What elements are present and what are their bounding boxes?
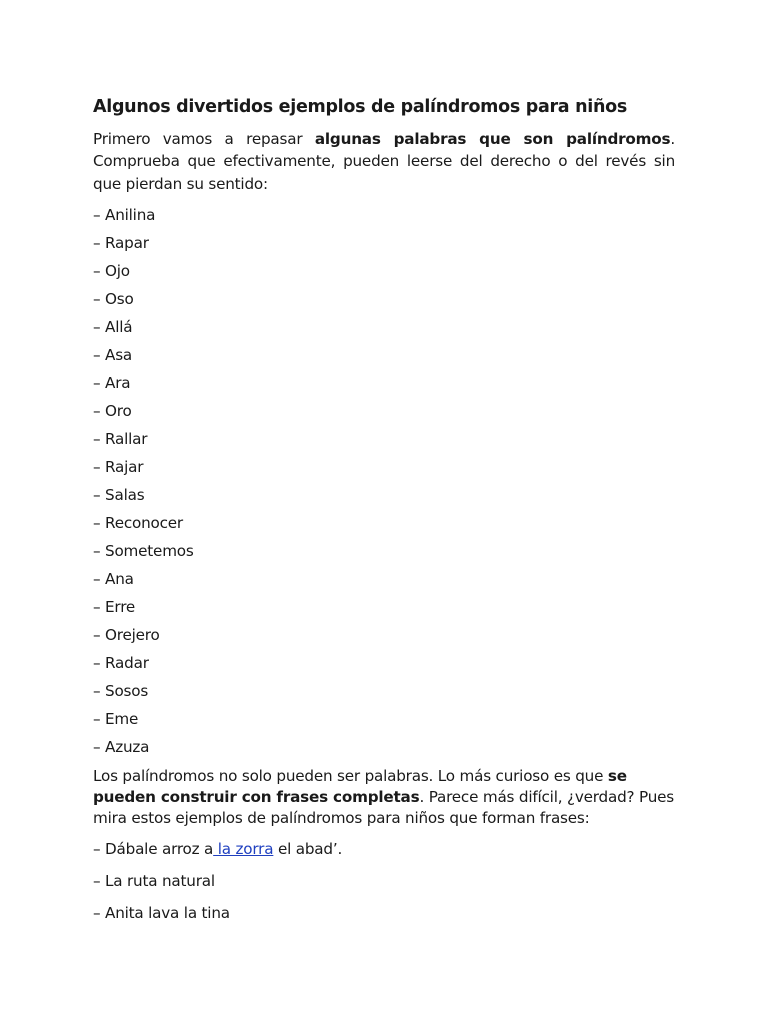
phrases-paragraph xyxy=(93,766,675,829)
phrase-item: – La ruta natural xyxy=(93,872,215,891)
phrase-item: – Anita lava la tina xyxy=(93,904,230,923)
phrase-text-end: el abad’. xyxy=(273,840,343,859)
page-title: Algunos divertidos ejemplos de palíndromos para niños xyxy=(93,97,627,117)
document-page xyxy=(93,95,675,934)
list-item: – Erre xyxy=(93,598,136,617)
list-item: – Ojo xyxy=(93,262,130,281)
palindrome-word-list xyxy=(93,201,675,761)
list-item: – Oro xyxy=(93,402,132,421)
list-item: – Azuza xyxy=(93,738,150,757)
list-item: – Ara xyxy=(93,374,131,393)
phrase-text-start: – Dábale arroz a xyxy=(93,840,214,859)
list-item: – Ana xyxy=(93,570,134,589)
phrase-item xyxy=(93,838,675,870)
list-item: – Allá xyxy=(93,318,133,337)
list-item: – Asa xyxy=(93,346,133,365)
list-item: – Rajar xyxy=(93,458,144,477)
phrases-bold-text: se pueden construir con frases completas xyxy=(93,767,627,807)
list-item: – Rallar xyxy=(93,430,148,449)
intro-bold-text: algunas palabras que son palíndromos xyxy=(314,130,671,148)
list-item: – Reconocer xyxy=(93,514,183,533)
phrases-text-end: . Parece más difícil, ¿verdad? Pues mira estos ejemplos de palíndromos para niños que forman frases: xyxy=(93,788,674,828)
intro-paragraph xyxy=(93,128,675,195)
phrases-text-start: Los palíndromos no solo pueden ser palabras. Lo más curioso es que xyxy=(93,767,608,786)
list-item: – Oso xyxy=(93,290,134,309)
list-item: – Anilina xyxy=(93,206,156,225)
intro-text-end: . Comprueba que efectivamente, pueden leerse del derecho o del revés sin que pierdan su sentido: xyxy=(93,130,675,193)
list-item: – Rapar xyxy=(93,234,149,253)
list-item: – Sometemos xyxy=(93,542,194,561)
list-item: – Eme xyxy=(93,710,139,729)
list-item: – Radar xyxy=(93,654,149,673)
list-item: – Sosos xyxy=(93,682,149,701)
intro-text-start: Primero vamos a repasar xyxy=(93,130,315,148)
palindrome-phrase-list xyxy=(93,838,675,934)
list-item: – Orejero xyxy=(93,626,160,645)
list-item: – Salas xyxy=(93,486,145,505)
la-zorra-link[interactable]: la zorra xyxy=(213,840,274,859)
